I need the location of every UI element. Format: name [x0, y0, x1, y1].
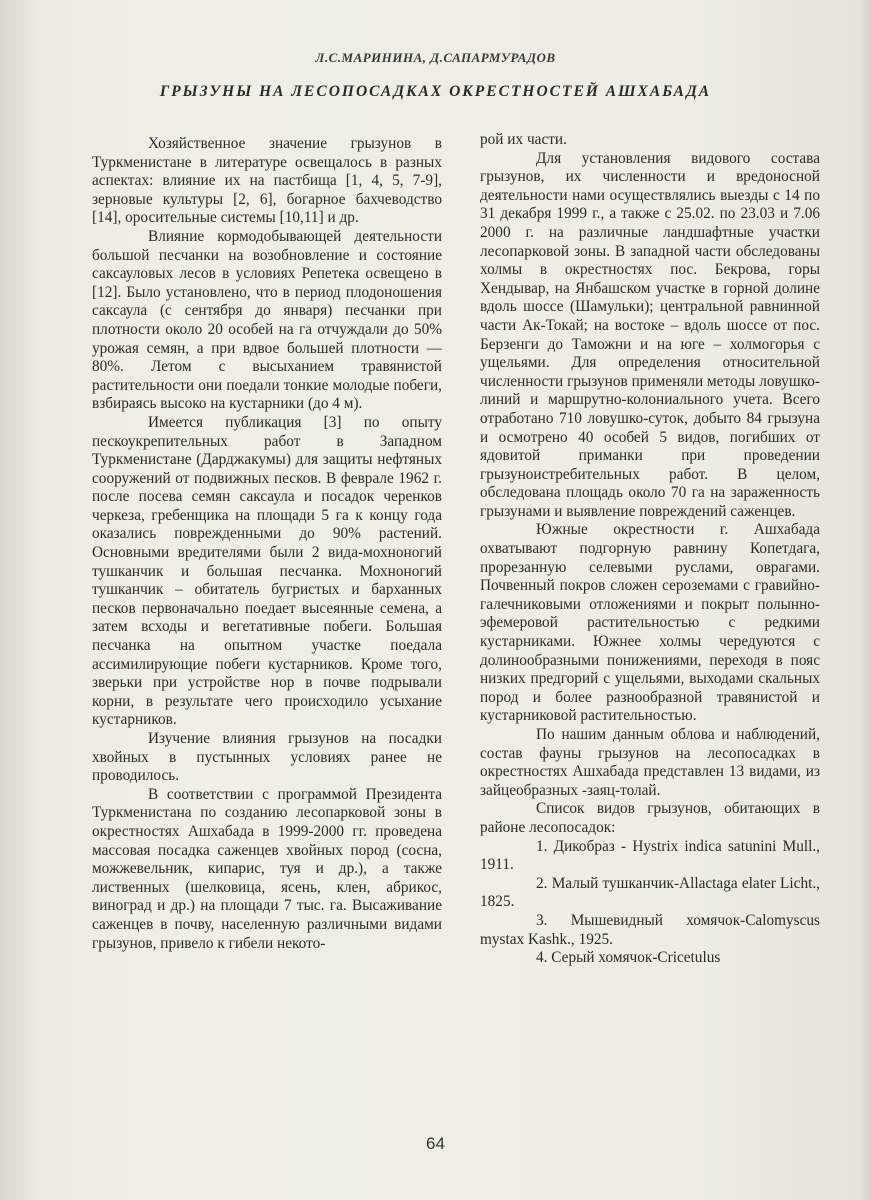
paragraph: Южные окрестности г. Ашхабада охватывают подгорную равнину Копетдага, прорезанную селевыми руслами, оврагами. Почвенный покров сложен сероземами с гравийно-галечниковыми отложениями и покрыт полынно-эфемеровой растительностью с редкими кустарниками. Южнее холмы чередуются с долинообразными понижениями, переходя в пояс низких предгорий с ущельями, выходами скальных пород и более разнообразной травянистой и кустарниковой растительностью.	[480, 521, 820, 725]
paragraph: Имеется публикация [3] по опыту пескоукрепительных работ в Западном Туркменистане (Дарджакумы) для защиты нефтяных сооружений от подвижных песков. В феврале 1962 г. после посева семян саксаула и посадок черенков черкеза, гребенщика на площади 5 га к концу года оказались поврежденными до 90% растений. Основными вредителями были 2 вида-мохноногий тушканчик и большая песчанка. Мохноногий тушканчик – обитатель бугристых и барханных песков первоначально поедает высеянные семена, а затем всходы и вегетативные побеги. Большая песчанка на опытном участке поедала ассимилирующие побеги кустарников. Кроме того, зверьки при устройстве нор в почве подрывали корни, в результате чего происходило усыхание кустарников.	[92, 413, 442, 729]
right-column	[480, 131, 820, 968]
paragraph: В соответствии с программой Президента Туркменистана по созданию лесопарковой зоны в окрестностях Ашхабада в 1999-2000 гг. проведена массовая посадка саженцев хвойных пород (сосна, можжевельник, кипарис, туя и др.), а также лиственных (шелковица, ясень, клен, абрикос, виноград и др.) на площади 7 тыс. га. Высаживание саженцев в почву, населенную различными видами грызунов, привело к гибели некото-	[92, 785, 442, 952]
paragraph: Хозяйственное значение грызунов в Туркменистане в литературе освещалось в разных аспектах: влияние их на пастбища [1, 4, 5, 7-9], зерновые культуры [2, 6], богарное бахчеводство [14], оросительные системы [10,11] и др.	[92, 135, 442, 227]
species-list-item: 4. Серый хомячок-Cricetulus	[536, 949, 721, 967]
paragraph: Список видов грызунов, обитающих в районе лесопосадок:	[480, 800, 820, 836]
paragraph: По нашим данным облова и наблюдений, состав фауны грызунов на лесопосадках в окрестностях Ашхабада представлен 13 видами, из зайцеобразных -заяц-толай.	[480, 726, 820, 799]
paragraph: Для установления видового состава грызунов, их численности и вредоносной деятельности нами осуществлялись выезды с 14 по 31 декабря 1999 г., а также с 25.02. по 23.03 и 7.06 2000 г. на различные ландшафтные участки лесопарковой зоны. В западной части обследованы холмы в окрестностях пос. Бекрова, горы Хендывар, на Янбашском участке в горной долине вдоль шоссе (Шамульки); центральной равнинной части Ак-Токай; на востоке – вдоль шоссе от пос. Берзенги до Таможни и на юге – холмогорья с ущельями. Для определения относительной численности грызунов применяли методы ловушко-линий и маршрутно-колониального учета. Всего отработано 710 ловушко-суток, добыто 84 грызуна и осмотрено 40 особей 5 видов, погибших от ядовитой приманки при проведении грызуноистребительных работ. В целом, обследована площадь около 70 га на зараженность грызунами и выявление повреждений саженцев.	[480, 149, 820, 520]
article-title: ГРЫЗУНЫ НА ЛЕСОПОСАДКАХ ОКРЕСТНОСТЕЙ АШХАБАДА	[159, 83, 712, 100]
paragraph: Влияние кормодобывающей деятельности большой песчанки на возобновление и состояние саксауловых лесов в условиях Репетека освещено в [12]. Было установлено, что в период плодоношения саксаула (с сентября до января) песчанки при плотности около 20 особей на га отчуждали до 50% урожая семян, а при вдвое большей плотности — 80%. Летом с высыханием травянистой растительности они поедали тонкие молодые побеги, взбираясь высоко на кустарники (до 4 м).	[92, 227, 442, 413]
species-list-item: 2. Малый тушканчик-Allactaga elater Licht., 1825.	[480, 874, 820, 911]
paragraph: Изучение влияния грызунов на посадки хвойных в пустынных условиях ранее не проводилось.	[92, 730, 442, 785]
species-list-item: 1. Дикобраз - Hystrix indica satunini Mull., 1911.	[480, 837, 820, 874]
species-list-item: 3. Мышевидный хомячок-Calomyscus mystax Kashk., 1925.	[480, 911, 820, 948]
left-column	[92, 135, 442, 953]
page-number: 64	[426, 1134, 445, 1153]
article-authors: Л.С.МАРИНИНА, Д.САПАРМУРАДОВ	[315, 50, 556, 65]
paragraph-continuation: рой их части.	[480, 131, 567, 148]
